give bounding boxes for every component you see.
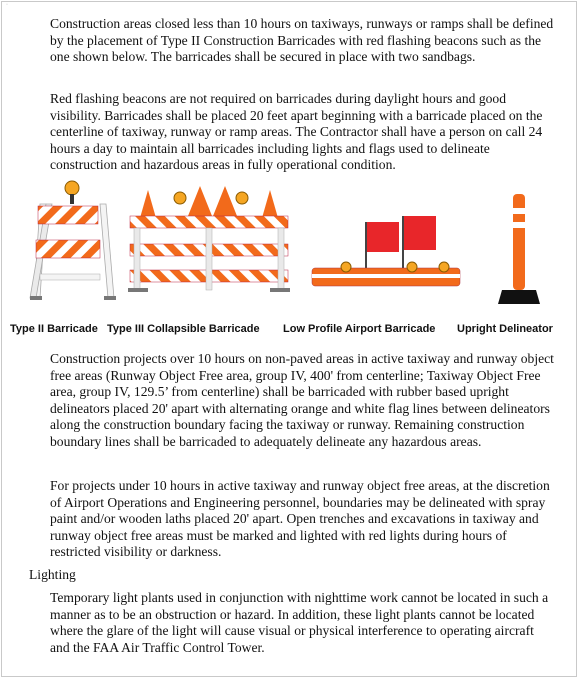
caption-low-profile-barricade: Low Profile Airport Barricade bbox=[283, 323, 436, 335]
paragraph-under-10-hours: For projects under 10 hours in active taxiway and runway object free areas, at the discretion of Airport Operations and Engineering personnel, boundaries may be delineated with spray paint and/or wooden laths placed 20' apart. Open trenches and excavations in taxiway and runway object free areas must be marked and lighted with red lights during hours of restricted visibility or darkness. bbox=[50, 478, 550, 560]
type2-barricade-image bbox=[30, 181, 116, 300]
caption-upright-delineator: Upright Delineator bbox=[457, 323, 553, 335]
section-heading-lighting: Lighting bbox=[29, 567, 76, 582]
low-profile-barricade-image bbox=[312, 216, 460, 286]
barricade-images bbox=[0, 180, 580, 320]
image-captions bbox=[0, 323, 580, 339]
paragraph-beacons: Red flashing beacons are not required on barricades during daylight hours and good visibility. Barricades shall be placed 20 feet apart beginning with a barricade placed on the centerline of taxiway, runway or ramp areas. The Contractor shall have a person on call 24 hours a day to maintain all barricades including lights and flags used to delineate construction and hazardous areas in fully operational condition. bbox=[50, 91, 543, 173]
page-mark: · bbox=[6, 2, 8, 8]
paragraph-type2-barricades: Construction areas closed less than 10 hours on taxiways, runways or ramps shall be defined by the placement of Type II Construction Barricades with red flashing beacons such as the one shown below. The barricades shall be secured in place with two sandbags. bbox=[50, 16, 554, 65]
upright-delineator-image bbox=[498, 194, 540, 304]
type3-barricade-image bbox=[128, 186, 290, 292]
caption-type2-barricade: Type II Barricade bbox=[10, 323, 98, 335]
paragraph-over-10-hours: Construction projects over 10 hours on non-paved areas in active taxiway and runway object free areas (Runway Object Free area, group IV, 400' from centerline; Taxiway Object Free area, group IV, 129.5’ from centerline) shall be barricaded with rubber based upright delineators placed 20' apart with alternating orange and white flag lines between delineators along the construction boundary facing the taxiway or runway. Remaining construction boundary lines shall be barricaded to adequately delineate any hazardous areas. bbox=[50, 351, 554, 449]
paragraph-lighting: Temporary light plants used in conjunction with nighttime work cannot be located in such a manner as to be an obstruction or hazard. In addition, these light plants cannot be located where the glare of the light will cause visual or physical interference to operating aircraft and the FAA Air Traffic Control Tower. bbox=[50, 590, 549, 655]
caption-type3-barricade: Type III Collapsible Barricade bbox=[107, 323, 260, 335]
